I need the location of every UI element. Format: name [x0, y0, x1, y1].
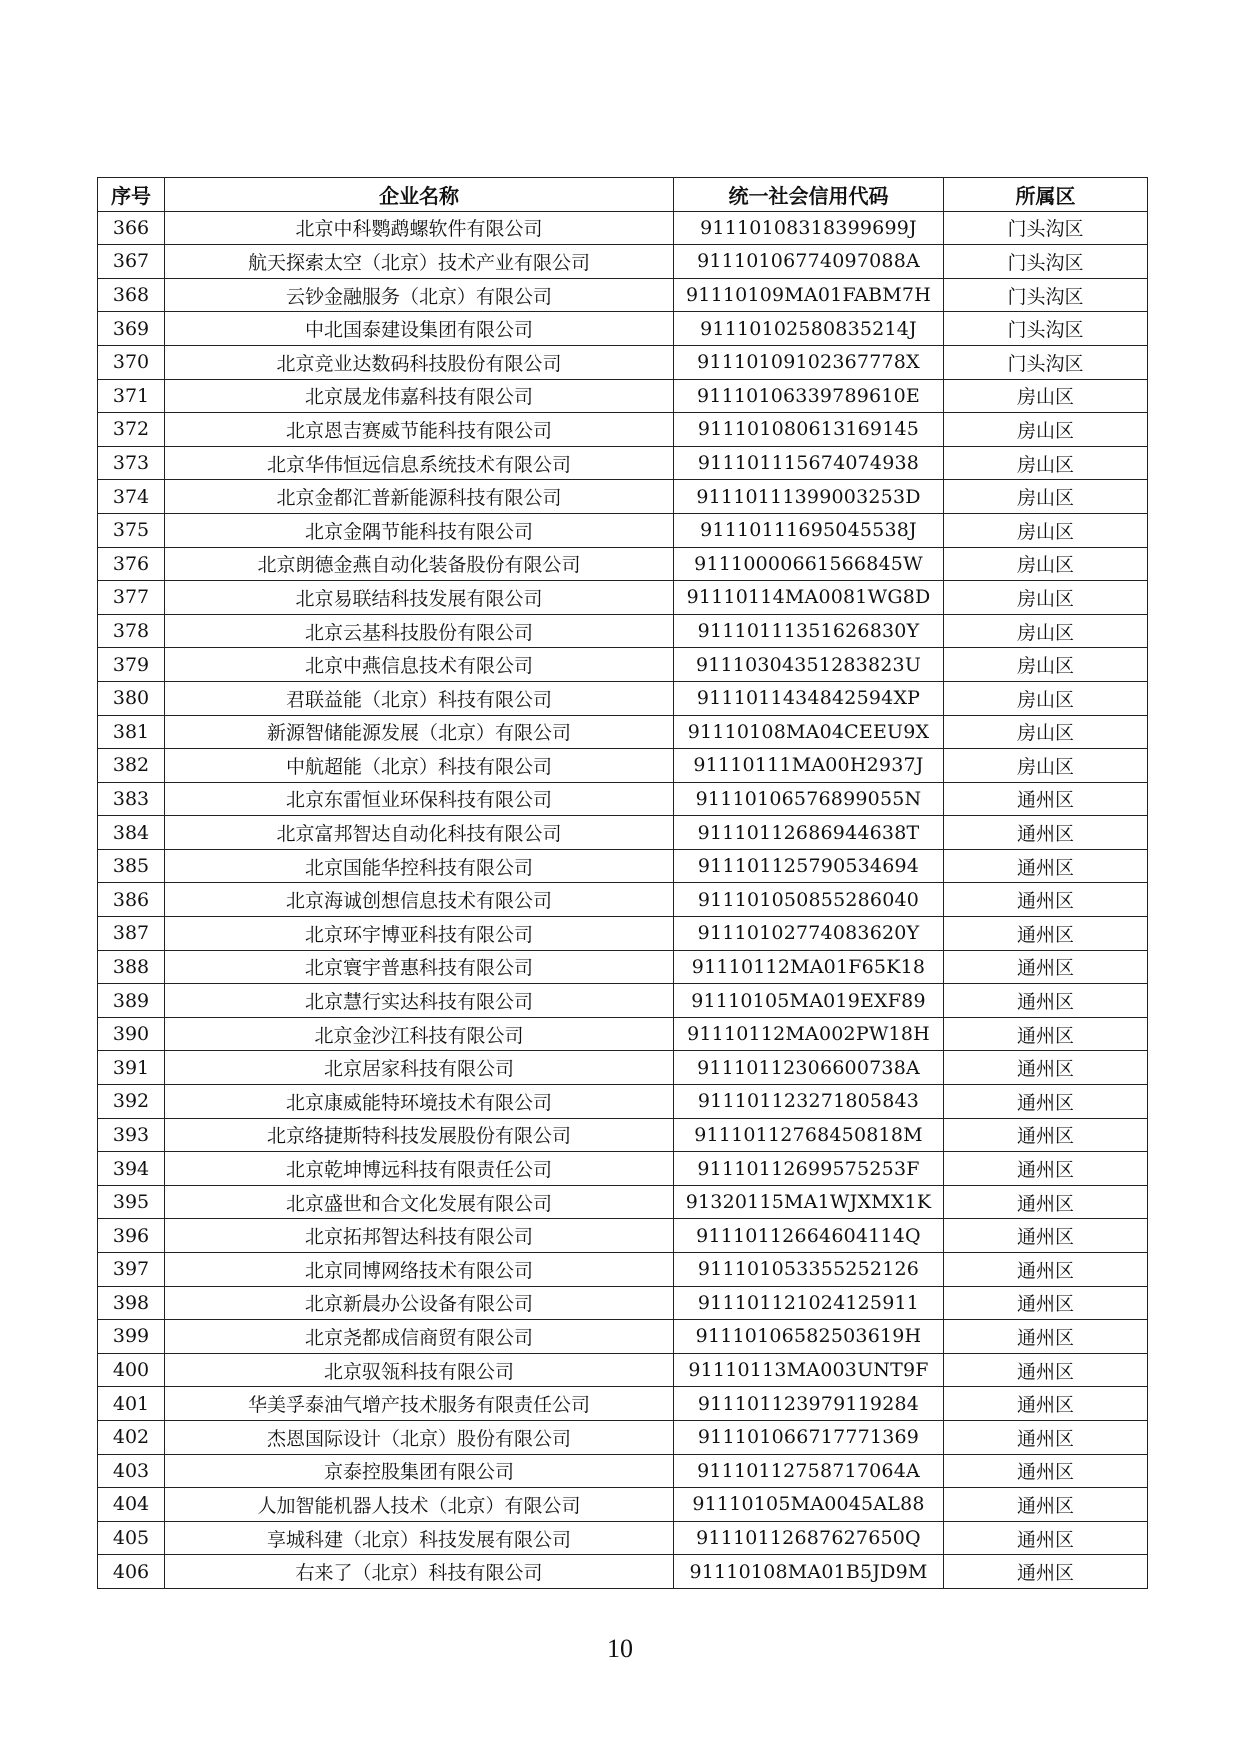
- serial-number-cell: 398: [98, 1286, 165, 1320]
- credit-code-cell: 911101066717771369: [674, 1420, 944, 1454]
- company-name-cell: 北京金隅节能科技有限公司: [165, 513, 674, 547]
- serial-number-cell: 385: [98, 849, 165, 883]
- credit-code-cell: 91110111351626830Y: [674, 614, 944, 648]
- enterprise-table: [97, 177, 1148, 1589]
- serial-number-cell: 384: [98, 816, 165, 850]
- table-row: [98, 1488, 1148, 1522]
- serial-number-cell: 376: [98, 547, 165, 581]
- serial-number-cell: 380: [98, 681, 165, 715]
- table-row: [98, 681, 1148, 715]
- table-row: [98, 1118, 1148, 1152]
- serial-number-cell: 393: [98, 1118, 165, 1152]
- district-cell: 门头沟区: [944, 278, 1148, 312]
- table-row: [98, 849, 1148, 883]
- credit-code-cell: 911101050855286040: [674, 883, 944, 917]
- district-cell: 通州区: [944, 1118, 1148, 1152]
- company-name-cell: 北京华伟恒远信息系统技术有限公司: [165, 446, 674, 480]
- table-row: [98, 1521, 1148, 1555]
- credit-code-cell: 91110112686944638T: [674, 816, 944, 850]
- credit-code-cell: 911101123979119284: [674, 1387, 944, 1421]
- credit-code-cell: 91110106582503619H: [674, 1320, 944, 1354]
- credit-code-cell: 91110112699575253F: [674, 1152, 944, 1186]
- table-row: [98, 950, 1148, 984]
- district-cell: 通州区: [944, 917, 1148, 951]
- table-row: [98, 1152, 1148, 1186]
- credit-code-cell: 91110112687627650Q: [674, 1521, 944, 1555]
- serial-number-cell: 377: [98, 581, 165, 615]
- table-row: [98, 480, 1148, 514]
- company-name-cell: 北京新晨办公设备有限公司: [165, 1286, 674, 1320]
- serial-number-cell: 372: [98, 413, 165, 447]
- district-cell: 通州区: [944, 1353, 1148, 1387]
- credit-code-cell: 911101115674074938: [674, 446, 944, 480]
- district-cell: 通州区: [944, 1219, 1148, 1253]
- serial-number-cell: 394: [98, 1152, 165, 1186]
- credit-code-cell: 91320115MA1WJXMX1K: [674, 1185, 944, 1219]
- district-cell: 通州区: [944, 1555, 1148, 1589]
- serial-number-cell: 368: [98, 278, 165, 312]
- district-cell: 门头沟区: [944, 211, 1148, 245]
- table-row: [98, 917, 1148, 951]
- district-cell: 通州区: [944, 1253, 1148, 1287]
- credit-code-cell: 91110106576899055N: [674, 782, 944, 816]
- serial-number-cell: 366: [98, 211, 165, 245]
- district-cell: 通州区: [944, 1152, 1148, 1186]
- company-name-cell: 京泰控股集团有限公司: [165, 1454, 674, 1488]
- credit-code-cell: 91110106339789610E: [674, 379, 944, 413]
- district-cell: 房山区: [944, 614, 1148, 648]
- serial-number-cell: 383: [98, 782, 165, 816]
- table-row: [98, 513, 1148, 547]
- district-cell: 通州区: [944, 1185, 1148, 1219]
- header-credit-code: 统一社会信用代码: [674, 178, 944, 212]
- district-cell: 房山区: [944, 749, 1148, 783]
- credit-code-cell: 91110111MA00H2937J: [674, 749, 944, 783]
- serial-number-cell: 400: [98, 1353, 165, 1387]
- credit-code-cell: 91110109MA01FABM7H: [674, 278, 944, 312]
- company-name-cell: 北京海诚创想信息技术有限公司: [165, 883, 674, 917]
- district-cell: 房山区: [944, 379, 1148, 413]
- company-name-cell: 北京恩吉赛威节能科技有限公司: [165, 413, 674, 447]
- table-header-row: [98, 178, 1148, 212]
- company-name-cell: 北京环宇博亚科技有限公司: [165, 917, 674, 951]
- serial-number-cell: 387: [98, 917, 165, 951]
- company-name-cell: 北京盛世和合文化发展有限公司: [165, 1185, 674, 1219]
- table-row: [98, 1219, 1148, 1253]
- credit-code-cell: 91110114MA0081WG8D: [674, 581, 944, 615]
- district-cell: 通州区: [944, 1085, 1148, 1119]
- company-name-cell: 北京中科鹦鹉螺软件有限公司: [165, 211, 674, 245]
- serial-number-cell: 379: [98, 648, 165, 682]
- table-row: [98, 1017, 1148, 1051]
- company-name-cell: 华美孚泰油气增产技术服务有限责任公司: [165, 1387, 674, 1421]
- district-cell: 门头沟区: [944, 245, 1148, 279]
- company-name-cell: 北京东雷恒业环保科技有限公司: [165, 782, 674, 816]
- credit-code-cell: 911101053355252126: [674, 1253, 944, 1287]
- table-row: [98, 715, 1148, 749]
- district-cell: 房山区: [944, 547, 1148, 581]
- table-row: [98, 278, 1148, 312]
- company-name-cell: 北京慧行实达科技有限公司: [165, 984, 674, 1018]
- credit-code-cell: 91110109102367778X: [674, 345, 944, 379]
- serial-number-cell: 392: [98, 1085, 165, 1119]
- district-cell: 房山区: [944, 648, 1148, 682]
- district-cell: 门头沟区: [944, 312, 1148, 346]
- district-cell: 通州区: [944, 849, 1148, 883]
- company-name-cell: 杰恩国际设计（北京）股份有限公司: [165, 1420, 674, 1454]
- credit-code-cell: 91110102774083620Y: [674, 917, 944, 951]
- company-name-cell: 北京竞业达数码科技股份有限公司: [165, 345, 674, 379]
- credit-code-cell: 91110106774097088A: [674, 245, 944, 279]
- table-row: [98, 1387, 1148, 1421]
- district-cell: 房山区: [944, 581, 1148, 615]
- district-cell: 通州区: [944, 1420, 1148, 1454]
- table-row: [98, 1353, 1148, 1387]
- serial-number-cell: 399: [98, 1320, 165, 1354]
- serial-number-cell: 374: [98, 480, 165, 514]
- district-cell: 通州区: [944, 1454, 1148, 1488]
- serial-number-cell: 389: [98, 984, 165, 1018]
- district-cell: 通州区: [944, 984, 1148, 1018]
- table-row: [98, 245, 1148, 279]
- table-row: [98, 1320, 1148, 1354]
- table-row: [98, 782, 1148, 816]
- serial-number-cell: 378: [98, 614, 165, 648]
- table-row: [98, 1420, 1148, 1454]
- credit-code-cell: 91110112664604114Q: [674, 1219, 944, 1253]
- table-row: [98, 816, 1148, 850]
- table-row: [98, 547, 1148, 581]
- company-name-cell: 北京晟龙伟嘉科技有限公司: [165, 379, 674, 413]
- serial-number-cell: 404: [98, 1488, 165, 1522]
- serial-number-cell: 390: [98, 1017, 165, 1051]
- serial-number-cell: 396: [98, 1219, 165, 1253]
- company-name-cell: 北京同博网络技术有限公司: [165, 1253, 674, 1287]
- district-cell: 通州区: [944, 816, 1148, 850]
- credit-code-cell: 91110111399003253D: [674, 480, 944, 514]
- table-row: [98, 1454, 1148, 1488]
- page-number: 10: [607, 1634, 633, 1663]
- table-row: [98, 345, 1148, 379]
- company-name-cell: 北京尧都成信商贸有限公司: [165, 1320, 674, 1354]
- district-cell: 房山区: [944, 446, 1148, 480]
- company-name-cell: 北京中燕信息技术有限公司: [165, 648, 674, 682]
- district-cell: 房山区: [944, 715, 1148, 749]
- company-name-cell: 云钞金融服务（北京）有限公司: [165, 278, 674, 312]
- company-name-cell: 北京金都汇普新能源科技有限公司: [165, 480, 674, 514]
- credit-code-cell: 911101125790534694: [674, 849, 944, 883]
- serial-number-cell: 373: [98, 446, 165, 480]
- table-row: [98, 312, 1148, 346]
- district-cell: 通州区: [944, 1387, 1148, 1421]
- district-cell: 通州区: [944, 782, 1148, 816]
- serial-number-cell: 397: [98, 1253, 165, 1287]
- serial-number-cell: 375: [98, 513, 165, 547]
- credit-code-cell: 91110105MA019EXF89: [674, 984, 944, 1018]
- table-row: [98, 211, 1148, 245]
- company-name-cell: 北京寰宇普惠科技有限公司: [165, 950, 674, 984]
- company-name-cell: 北京国能华控科技有限公司: [165, 849, 674, 883]
- serial-number-cell: 370: [98, 345, 165, 379]
- district-cell: 通州区: [944, 1488, 1148, 1522]
- serial-number-cell: 405: [98, 1521, 165, 1555]
- district-cell: 通州区: [944, 1051, 1148, 1085]
- company-name-cell: 人加智能机器人技术（北京）有限公司: [165, 1488, 674, 1522]
- serial-number-cell: 403: [98, 1454, 165, 1488]
- district-cell: 房山区: [944, 681, 1148, 715]
- table-row: [98, 413, 1148, 447]
- company-name-cell: 北京云基科技股份有限公司: [165, 614, 674, 648]
- table-row: [98, 984, 1148, 1018]
- table-row: [98, 1286, 1148, 1320]
- credit-code-cell: 91110102580835214J: [674, 312, 944, 346]
- header-company-name: 企业名称: [165, 178, 674, 212]
- district-cell: 通州区: [944, 1286, 1148, 1320]
- serial-number-cell: 382: [98, 749, 165, 783]
- district-cell: 通州区: [944, 1017, 1148, 1051]
- credit-code-cell: 91110105MA0045AL88: [674, 1488, 944, 1522]
- serial-number-cell: 401: [98, 1387, 165, 1421]
- credit-code-cell: 91110112MA002PW18H: [674, 1017, 944, 1051]
- serial-number-cell: 369: [98, 312, 165, 346]
- company-name-cell: 北京驭瓴科技有限公司: [165, 1353, 674, 1387]
- company-name-cell: 北京拓邦智达科技有限公司: [165, 1219, 674, 1253]
- company-name-cell: 君联益能（北京）科技有限公司: [165, 681, 674, 715]
- header-district: 所属区: [944, 178, 1148, 212]
- company-name-cell: 北京朗德金燕自动化装备股份有限公司: [165, 547, 674, 581]
- company-name-cell: 享城科建（北京）科技发展有限公司: [165, 1521, 674, 1555]
- serial-number-cell: 371: [98, 379, 165, 413]
- table-row: [98, 1185, 1148, 1219]
- credit-code-cell: 91110113MA003UNT9F: [674, 1353, 944, 1387]
- credit-code-cell: 91110000661566845W: [674, 547, 944, 581]
- credit-code-cell: 91110112306600738A: [674, 1051, 944, 1085]
- company-name-cell: 北京易联结科技发展有限公司: [165, 581, 674, 615]
- serial-number-cell: 406: [98, 1555, 165, 1589]
- serial-number-cell: 381: [98, 715, 165, 749]
- header-serial-number: 序号: [98, 178, 165, 212]
- table-row: [98, 1555, 1148, 1589]
- serial-number-cell: 402: [98, 1420, 165, 1454]
- credit-code-cell: 9111011434842594XP: [674, 681, 944, 715]
- credit-code-cell: 91110108MA01B5JD9M: [674, 1555, 944, 1589]
- table-row: [98, 581, 1148, 615]
- company-name-cell: 北京富邦智达自动化科技有限公司: [165, 816, 674, 850]
- company-name-cell: 新源智储能源发展（北京）有限公司: [165, 715, 674, 749]
- company-name-cell: 北京络捷斯特科技发展股份有限公司: [165, 1118, 674, 1152]
- credit-code-cell: 91110112758717064A: [674, 1454, 944, 1488]
- serial-number-cell: 391: [98, 1051, 165, 1085]
- table-row: [98, 1051, 1148, 1085]
- company-name-cell: 右来了（北京）科技有限公司: [165, 1555, 674, 1589]
- credit-code-cell: 91110108318399699J: [674, 211, 944, 245]
- serial-number-cell: 386: [98, 883, 165, 917]
- district-cell: 通州区: [944, 950, 1148, 984]
- table-row: [98, 614, 1148, 648]
- district-cell: 通州区: [944, 1521, 1148, 1555]
- serial-number-cell: 395: [98, 1185, 165, 1219]
- district-cell: 通州区: [944, 1320, 1148, 1354]
- credit-code-cell: 911101123271805843: [674, 1085, 944, 1119]
- table-row: [98, 648, 1148, 682]
- serial-number-cell: 388: [98, 950, 165, 984]
- table-row: [98, 1085, 1148, 1119]
- company-name-cell: 航天探索太空（北京）技术产业有限公司: [165, 245, 674, 279]
- credit-code-cell: 91110112MA01F65K18: [674, 950, 944, 984]
- company-name-cell: 北京康威能特环境技术有限公司: [165, 1085, 674, 1119]
- credit-code-cell: 91110108MA04CEEU9X: [674, 715, 944, 749]
- district-cell: 房山区: [944, 413, 1148, 447]
- credit-code-cell: 91110112768450818M: [674, 1118, 944, 1152]
- company-name-cell: 北京乾坤博远科技有限责任公司: [165, 1152, 674, 1186]
- table-row: [98, 379, 1148, 413]
- serial-number-cell: 367: [98, 245, 165, 279]
- table-row: [98, 446, 1148, 480]
- company-name-cell: 中航超能（北京）科技有限公司: [165, 749, 674, 783]
- table-row: [98, 1253, 1148, 1287]
- table-row: [98, 749, 1148, 783]
- credit-code-cell: 911101080613169145: [674, 413, 944, 447]
- table-row: [98, 883, 1148, 917]
- company-name-cell: 中北国泰建设集团有限公司: [165, 312, 674, 346]
- district-cell: 门头沟区: [944, 345, 1148, 379]
- credit-code-cell: 91110304351283823U: [674, 648, 944, 682]
- credit-code-cell: 91110111695045538J: [674, 513, 944, 547]
- credit-code-cell: 911101121024125911: [674, 1286, 944, 1320]
- company-name-cell: 北京居家科技有限公司: [165, 1051, 674, 1085]
- district-cell: 房山区: [944, 480, 1148, 514]
- district-cell: 房山区: [944, 513, 1148, 547]
- company-name-cell: 北京金沙江科技有限公司: [165, 1017, 674, 1051]
- district-cell: 通州区: [944, 883, 1148, 917]
